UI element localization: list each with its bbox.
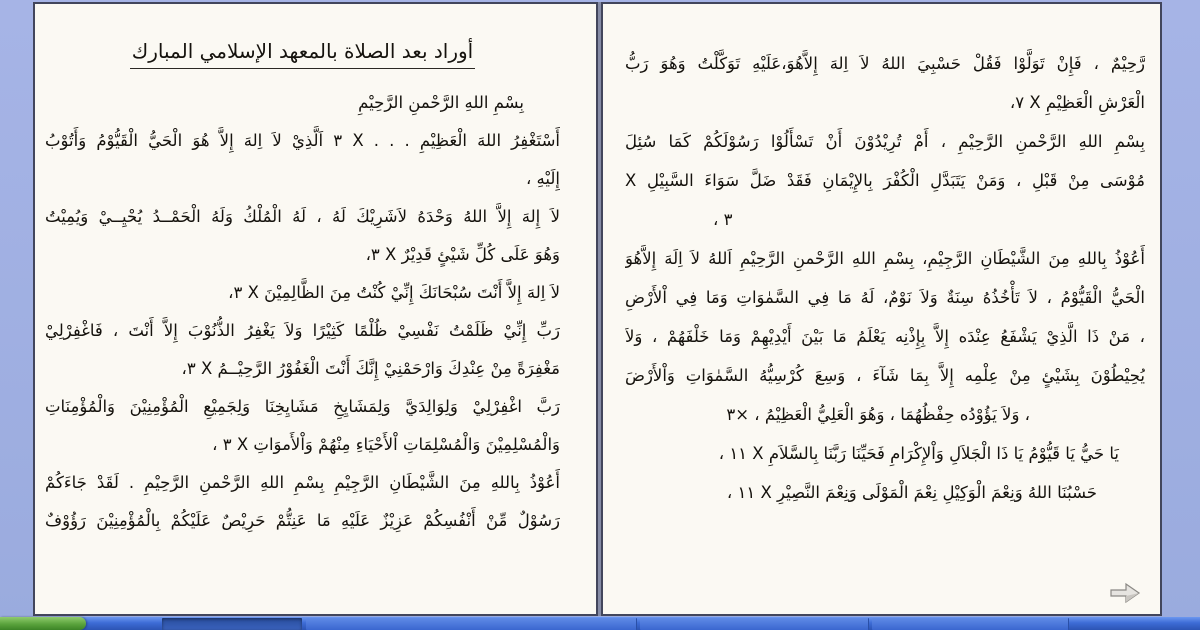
prayer-line: أَعُوْذُ بِاللهِ مِنَ الشَّيْطَانِ الرَّجِيْمِ، بِسْمِ اللهِ الرَّحْمنِ الرَّحِيْمِ اَللهُ لاَ اِلَهَ إِلاَّهُوَ bbox=[625, 249, 1145, 268]
document-spread bbox=[33, 2, 1162, 616]
prayer-line: مَغْفِرَةً مِنْ عِنْدِكَ وَارْحَمْنِيْ إِنَّكَ أَنْتَ الْغَفُوْرُ الرَّحِيْــمُ X ٣، bbox=[181, 359, 560, 378]
document-page-right bbox=[601, 2, 1162, 616]
prayer-line: لاَ إِلهَ إِلاَّ اللهُ وَحْدَهُ لاَشَرِيْكَ لَهُ ، لَهُ الْمُلْكُ وَلَهُ الْحَمْــدُ يُحْيِــيْ وَيُمِيْتُ bbox=[45, 207, 560, 226]
prayer-line: رَبِّ إِنِّيْ ظَلَمْتُ نَفْسِيْ ظُلْمًا كَثِيْرًا وَلاَ يَغْفِرُ الذُّنُوْبَ إِلاَّ أَنْتَ ، فَاغْفِرْلِيْ bbox=[45, 321, 560, 340]
next-page-arrow-icon[interactable] bbox=[1108, 580, 1142, 606]
document-page-left bbox=[33, 2, 598, 616]
prayer-line-count: ٣ ، bbox=[713, 210, 733, 229]
page-title bbox=[45, 36, 560, 70]
prayer-line: بِسْمِ اللهِ الرَّحْمنِ الرَّحِيْمِ bbox=[358, 93, 524, 112]
prayer-line: رَّحِيْمٌ ، فَإِنْ تَوَلَّوْا فَقُلْ حَسْبِيَ اللهُ لاَ اِلهَ إِلاَّهُوَ،عَلَيْهِ تَوَكَّلْتُ وَهُوَ رَبُّ bbox=[625, 54, 1145, 73]
prayer-line: أَسْتَغْفِرُ اللهَ الْعَظِيْمِ . . . X ٣ اَلَّذِيْ لاَ اِلهَ إِلاَّ هُوَ الْحَيُّ الْقَيُّوْمُ وَأَتُوْبُ bbox=[45, 131, 560, 150]
prayer-line: ، وَلاَ يَؤُوْدُه حِفْظُهُمَا ، وَهُوَ الْعَلِيُّ الْعَظِيْمُ ، ×٣ bbox=[726, 405, 1030, 424]
taskbar-button[interactable] bbox=[872, 618, 1069, 630]
prayer-line: أَعُوْذُ بِاللهِ مِنَ الشَّيْطَانِ الرَّجِيْمِ بِسْمِ اللهِ الرَّحْمنِ الرَّحِيْمِ . لَقَدْ جَاءَكُمْ bbox=[45, 473, 560, 492]
prayer-line: رَبَّ اغْفِرْلِيْ وَلِوَالِدَيَّ وَلِمَشَايِخِ مَشَايِخِنَا وَلِجَمِيْعِ الْمُؤْمِنِيْنَ وَالْمُؤْمِنَاتِ bbox=[45, 397, 560, 416]
page-title-text: أوراد بعد الصلاة بالمعهد الإسلامي المبارك bbox=[130, 39, 475, 69]
prayer-line: مُوْسَى مِنْ قَبْلِ ، وَمَنْ يَتَبَدَّلِ الْكُفْرَ بِالإِيْمَانِ فَقَدْ ضَلَّ سَوَاءَ السَّبِيْلِ X bbox=[625, 171, 1145, 190]
prayer-line: ، مَنْ ذَا الَّذِيْ يَشْفَعُ عِنْدَه إِلاَّ بِإِذْنِه يَعْلَمُ مَا بَيْنَ أَيْدِيْهِمْ وَمَا خَلْفَهُمْ ، وَلاَ bbox=[625, 327, 1145, 346]
prayer-line: يَا حَيُّ يَا قَيُّوْمُ يَا ذَا الْجَلاَلِ وَاْلإِكْرَامِ فَحَيِّنَا رَبَّنَا بِالسَّلاَمِ X ١١ ، bbox=[718, 444, 1119, 463]
taskbar-button[interactable] bbox=[306, 618, 637, 630]
prayer-line: إِلَيْهِ ، bbox=[525, 169, 560, 188]
prayer-line: يُحِيْطُوْنَ بِشَيْئٍ مِنْ عِلْمِه إِلاَّ بِمَا شَآءَ ، وَسِعَ كُرْسِيُّهُ السَّمٰوَاتِ وَاْلأَرْضَ bbox=[625, 366, 1145, 385]
prayer-line: بِسْمِ اللهِ الرَّحْمنِ الرَّحِيْمِ ، أَمْ تُرِيْدُوْنَ أَنْ تَسْأَلُوْا رَسُوْلَكُمْ كَمَا سُئِلَ bbox=[625, 132, 1145, 151]
prayer-line: رَسُوْلٌ مِّنْ أَنْفُسِكُمْ عَزِيْزٌ عَلَيْهِ مَا عَنِتُّمْ حَرِيْصٌ عَلَيْكُمْ بِالْمُؤْمِنِيْنَ رَؤُوْفٌ bbox=[45, 511, 560, 530]
prayer-line: وَهُوَ عَلَى كُلِّ شَيْئٍ قَدِيْرٌ X ٣، bbox=[365, 245, 560, 264]
taskbar bbox=[0, 617, 1200, 630]
prayer-line: وَالْمُسْلِمِيْنَ وَالْمُسْلِمَاتِ اْلأَحْيَاءِ مِنْهُمْ وَاْلأَموَاتِ X ٣ ، bbox=[212, 435, 560, 454]
taskbar-button-active[interactable] bbox=[162, 618, 302, 630]
prayer-line: حَسْبُنَا اللهُ وَنِعْمَ الْوَكِيْلِ نِعْمَ الْمَوْلَى وَنِعْمَ النَّصِيْرِ X ١١ ، bbox=[726, 483, 1097, 502]
taskbar-button[interactable] bbox=[640, 618, 869, 630]
prayer-line: لاَ اِلهَ إِلاَّ أَنْتَ سُبْحَانَكَ إِنِّيْ كُنْتُ مِنَ الظَّالِمِيْنَ X ٣، bbox=[228, 283, 560, 302]
start-button[interactable] bbox=[0, 617, 86, 630]
prayer-line: الْعَرْشِ الْعَظِيْمِ X ٧، bbox=[1009, 93, 1145, 112]
prayer-line: الْحَيُّ الْقَيُّوْمُ ، لاَ تَأْخُذُهُ سِنَةٌ وَلاَ نَوْمٌ، لَهُ مَا فِي السَّمٰوَاتِ وَمَا فِي اْلأَرْضِ bbox=[625, 288, 1145, 307]
